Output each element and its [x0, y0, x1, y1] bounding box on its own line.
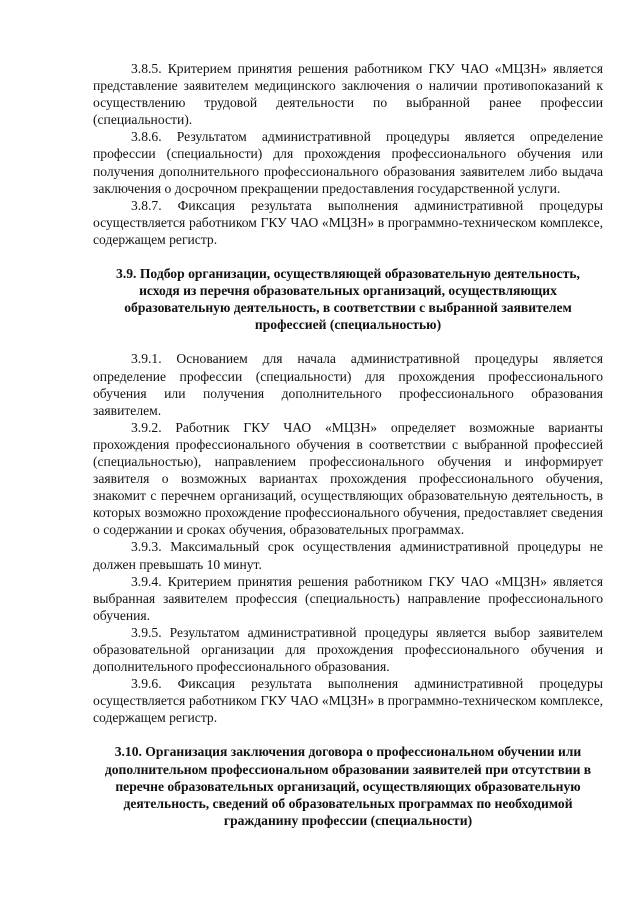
section-heading-3-10: 3.10. Организация заключения договора о профессиональном обучении или дополнительном профессиональном образовании заявителей при отсутствии в перечне образовательных организаций, осуществляющих образовательную деятельность, сведений об образовательных программах по необходимой гражданину профессии (специальности)	[104, 744, 592, 828]
paragraph-3-8-7: 3.8.7. Фиксация результата выполнения административной процедуры осуществляется работником ГКУ ЧАО «МЦЗН» в программно-техническом комплексе, содержащем регистр.	[93, 197, 603, 247]
paragraph-3-9-2: 3.9.2. Работник ГКУ ЧАО «МЦЗН» определяет возможные варианты прохождения профессионального обучения в соответствии с выбранной профессией (специальностью), направлением профессионального обучения и информирует заявителя о возможных вариантах прохождения профессионального обучения, знакомит с перечнем организаций, осуществляющих образовательную деятельность, в которых возможно прохождение профессионального обучения, предоставляет сведения о содержании и сроках обучения, образовательных программах.	[93, 419, 603, 538]
paragraph-3-9-5: 3.9.5. Результатом административной процедуры является выбор заявителем образовательной организации для прохождения профессионального обучения и дополнительного профессионального образования.	[93, 624, 603, 675]
paragraph-3-8-6: 3.8.6. Результатом административной процедуры является определение профессии (специальности) для прохождения профессионального обучения или получения дополнительного профессионального образования заявителем либо выдача заключения о досрочном прекращении предоставления государственной услуги.	[93, 129, 603, 196]
section-heading-3-9: 3.9. Подбор организации, осуществляющей образовательную деятельность, исходя из перечня образовательных организаций, осуществляющих образовательную деятельность, в соответствии с выбранной заявителем профессией (специальностью)	[116, 266, 580, 333]
paragraph-3-9-3: 3.9.3. Максимальный срок осуществления административной процедуры не должен превышать 10 минут.	[93, 539, 603, 572]
paragraph-3-9-6: 3.9.6. Фиксация результата выполнения административной процедуры осуществляется работником ГКУ ЧАО «МЦЗН» в программно-техническом комплексе, содержащем регистр.	[93, 676, 603, 726]
spacer	[93, 333, 603, 350]
spacer	[93, 726, 603, 743]
spacer	[93, 248, 603, 265]
paragraph-3-9-1: 3.9.1. Основанием для начала административной процедуры является определение профессии (специальности) для прохождения профессионального обучения или получения дополнительного профессионального образования заявителем.	[93, 351, 603, 418]
document-body	[93, 60, 603, 829]
paragraph-3-8-5: 3.8.5. Критерием принятия решения работником ГКУ ЧАО «МЦЗН» является представление заявителем медицинского заключения о наличии противопоказаний к осуществлению трудовой деятельности по выбранной ранее профессии (специальности).	[93, 61, 603, 128]
paragraph-3-9-4: 3.9.4. Критерием принятия решения работником ГКУ ЧАО «МЦЗН» является выбранная заявителем профессия (специальность) направление профессионального обучения.	[93, 573, 603, 623]
